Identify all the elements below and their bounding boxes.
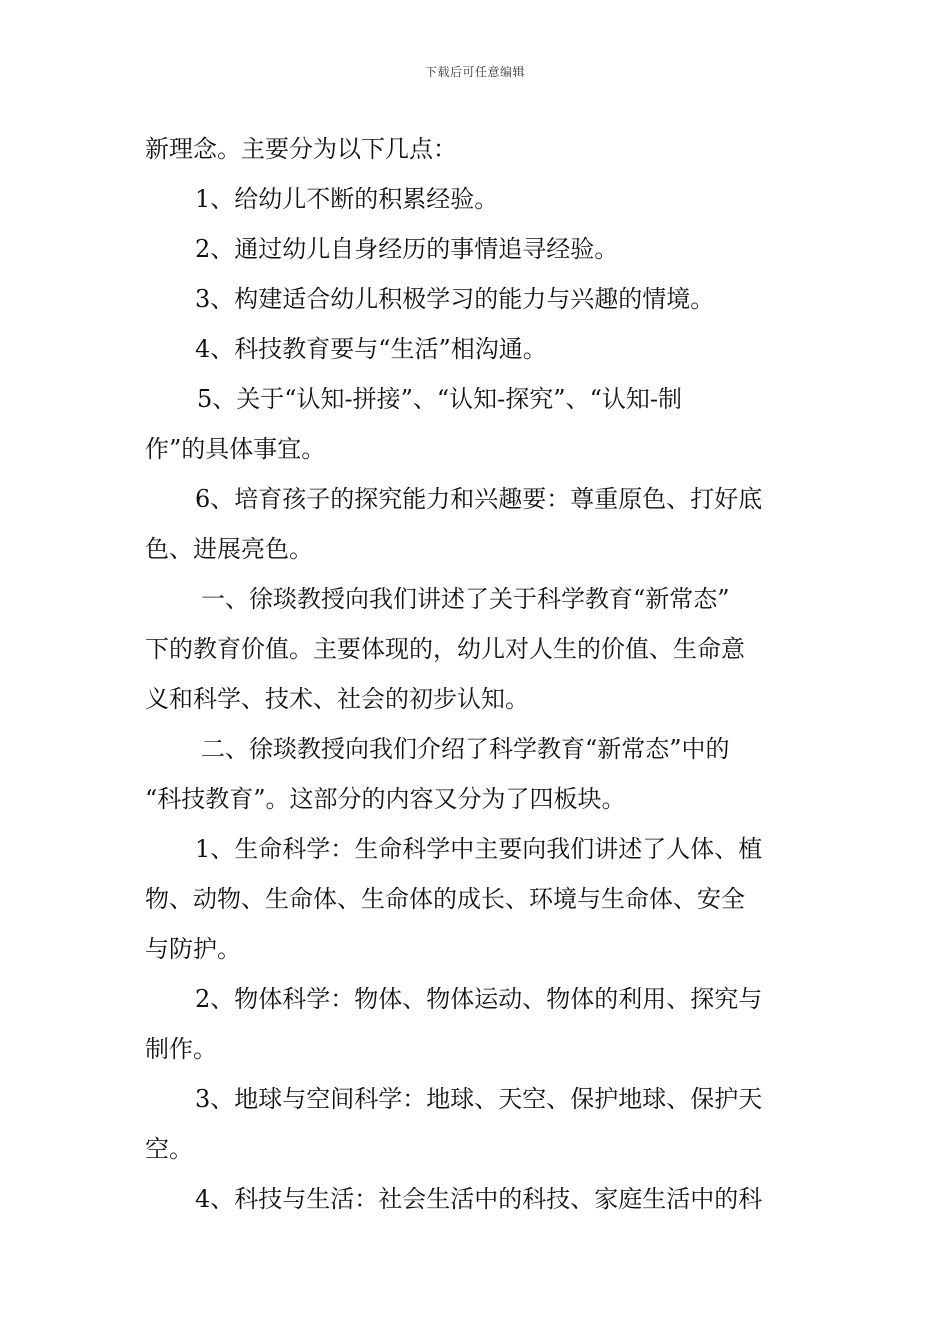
text-line: 与防护。 [145, 935, 241, 963]
text-line: 3、地球与空间科学：地球、天空、保护地球、保护天 [195, 1085, 763, 1113]
text-line: 6、培育孩子的探究能力和兴趣要：尊重原色、打好底 [195, 485, 763, 513]
text-line: 物、动物、生命体、生命体的成长、环境与生命体、安全 [145, 885, 745, 913]
text-line: 二、徐琰教授向我们介绍了科学教育“新常态”中的 [201, 735, 730, 763]
text-line: 义和科学、技术、社会的初步认知。 [145, 685, 529, 713]
text-line: 3、构建适合幼儿积极学习的能力与兴趣的情境。 [195, 285, 715, 313]
text-line: 一、徐琰教授向我们讲述了关于科学教育“新常态” [201, 585, 730, 613]
text-line: 色、进展亮色。 [145, 535, 313, 563]
text-line: 1、给幼儿不断的积累经验。 [195, 185, 499, 213]
text-line: 新理念。主要分为以下几点： [145, 135, 457, 163]
text-line: “科技教育”。这部分的内容又分为了四板块。 [145, 785, 626, 813]
text-line: 4、科技教育要与“生活”相沟通。 [195, 335, 547, 363]
text-line: 5、关于“认知-拼接”、“认知-探究”、“认知-制 [197, 385, 682, 413]
text-line: 1、生命科学：生命科学中主要向我们讲述了人体、植 [195, 835, 763, 863]
text-line: 4、科技与生活：社会生活中的科技、家庭生活中的科 [195, 1185, 763, 1213]
page-header: 下载后可任意编辑 [424, 65, 525, 79]
text-line: 作”的具体事宜。 [145, 435, 326, 463]
text-line: 制作。 [145, 1035, 217, 1063]
text-line: 空。 [145, 1135, 193, 1163]
text-line: 2、通过幼儿自身经历的事情追寻经验。 [195, 235, 619, 263]
text-line: 2、物体科学：物体、物体运动、物体的利用、探究与 [195, 985, 763, 1013]
text-line: 下的教育价值。主要体现的，幼儿对人生的价值、生命意 [145, 635, 745, 663]
